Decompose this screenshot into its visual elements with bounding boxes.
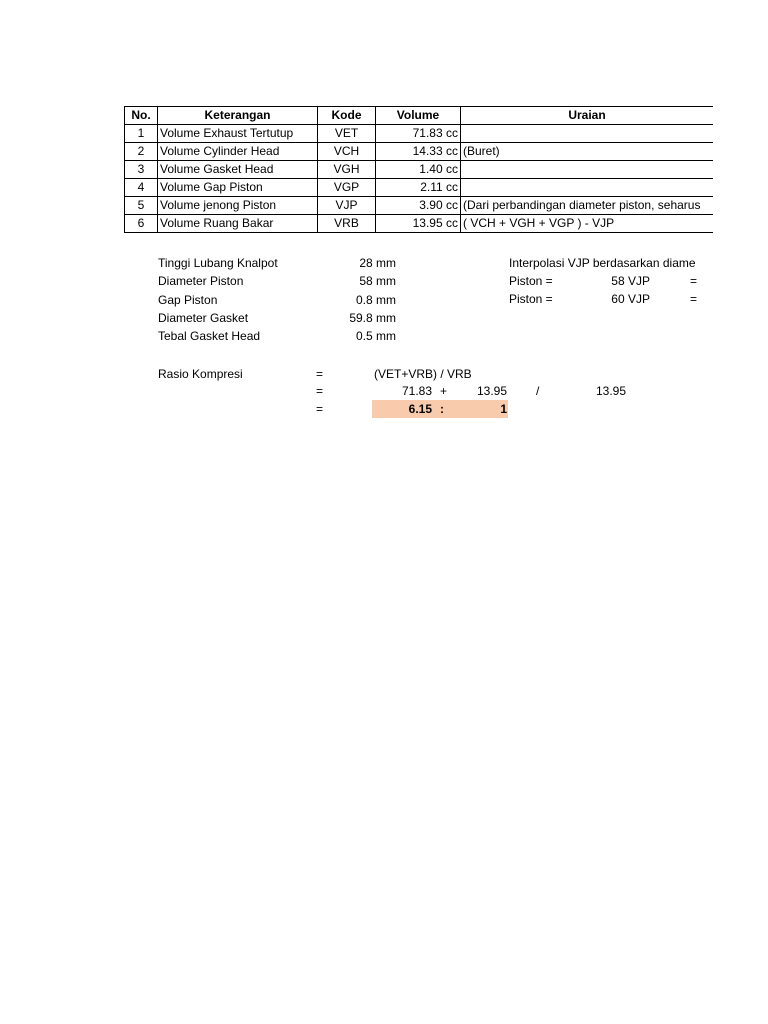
row-uraian bbox=[461, 179, 714, 197]
row-keterangan: Volume Gap Piston bbox=[158, 179, 318, 197]
param-value: 0.8 mm bbox=[355, 292, 396, 307]
row-keterangan: Volume Cylinder Head bbox=[158, 143, 318, 161]
param-label: Gap Piston bbox=[158, 292, 218, 307]
row-uraian bbox=[461, 161, 714, 179]
param-value: 0.5 mm bbox=[355, 329, 396, 344]
header-volume: Volume bbox=[376, 107, 461, 125]
row-uraian: ( VCH + VGH + VGP ) - VJP bbox=[461, 215, 714, 233]
row-no: 5 bbox=[125, 197, 158, 215]
table-row bbox=[125, 125, 714, 143]
rasio-result-one: 1 bbox=[500, 402, 507, 416]
row-kode: VGP bbox=[318, 179, 376, 197]
row-no: 6 bbox=[125, 215, 158, 233]
param-label: Diameter Gasket bbox=[158, 310, 249, 325]
interpolasi-title: Interpolasi VJP berdasarkan diame bbox=[509, 256, 696, 270]
rasio-value-vrb-1: 13.95 bbox=[476, 384, 507, 398]
rasio-eq-1: = bbox=[316, 367, 324, 381]
rasio-formula: (VET+VRB) / VRB bbox=[374, 367, 472, 381]
param-value: 28 mm bbox=[359, 256, 396, 270]
row-keterangan: Volume jenong Piston bbox=[158, 197, 318, 215]
row-volume: 13.95 cc bbox=[376, 215, 461, 233]
row-uraian bbox=[461, 125, 714, 143]
row-keterangan: Volume Gasket Head bbox=[158, 161, 318, 179]
header-kode: Kode bbox=[318, 107, 376, 125]
row-kode: VCH bbox=[318, 143, 376, 161]
interpolasi-row-2-label: Piston = bbox=[509, 292, 553, 306]
rasio-result-colon: : bbox=[440, 402, 444, 416]
row-volume: 1.40 cc bbox=[376, 161, 461, 179]
row-volume: 71.83 cc bbox=[376, 125, 461, 143]
row-volume: 2.11 cc bbox=[376, 179, 461, 197]
interpolasi-row-1-label: Piston = bbox=[509, 274, 553, 288]
row-no: 3 bbox=[125, 161, 158, 179]
interpolasi-row-1-eq: = bbox=[690, 274, 698, 288]
row-kode: VGH bbox=[318, 161, 376, 179]
table-row bbox=[125, 179, 714, 197]
param-label: Diameter Piston bbox=[158, 274, 244, 289]
rasio-result-value: 6.15 bbox=[408, 402, 432, 416]
row-no: 4 bbox=[125, 179, 158, 197]
row-keterangan: Volume Ruang Bakar bbox=[158, 215, 318, 233]
header-uraian: Uraian bbox=[461, 107, 714, 125]
row-uraian: (Buret) bbox=[461, 143, 714, 161]
param-label: Tebal Gasket Head bbox=[158, 329, 261, 344]
rasio-divide: / bbox=[536, 384, 540, 398]
row-volume: 3.90 cc bbox=[376, 197, 461, 215]
table-row bbox=[125, 215, 714, 233]
param-value: 58 mm bbox=[359, 274, 396, 289]
row-kode: VET bbox=[318, 125, 376, 143]
table-row bbox=[125, 197, 714, 215]
volume-table bbox=[124, 106, 713, 233]
rasio-plus: + bbox=[440, 384, 448, 398]
rasio-label: Rasio Kompresi bbox=[158, 367, 243, 381]
row-kode: VJP bbox=[318, 197, 376, 215]
interpolasi-row-1-value: 58 VJP bbox=[611, 274, 650, 288]
param-value: 59.8 mm bbox=[349, 310, 396, 325]
interpolasi-row-2-eq: = bbox=[690, 292, 698, 306]
param-label: Tinggi Lubang Knalpot bbox=[158, 256, 278, 270]
row-volume: 14.33 cc bbox=[376, 143, 461, 161]
row-no: 1 bbox=[125, 125, 158, 143]
rasio-value-vrb-2: 13.95 bbox=[596, 384, 627, 398]
rasio-value-vet: 71.83 bbox=[401, 384, 432, 398]
interpolasi-row-2-value: 60 VJP bbox=[611, 292, 650, 306]
table-row bbox=[125, 143, 714, 161]
rasio-eq-3: = bbox=[316, 402, 324, 416]
table-row bbox=[125, 161, 714, 179]
row-uraian: (Dari perbandingan diameter piston, seharus bbox=[461, 197, 714, 215]
row-no: 2 bbox=[125, 143, 158, 161]
table-header-row bbox=[125, 107, 714, 125]
rasio-eq-2: = bbox=[316, 384, 324, 398]
row-kode: VRB bbox=[318, 215, 376, 233]
header-no: No. bbox=[125, 107, 158, 125]
header-keterangan: Keterangan bbox=[158, 107, 318, 125]
row-keterangan: Volume Exhaust Tertutup bbox=[158, 125, 318, 143]
